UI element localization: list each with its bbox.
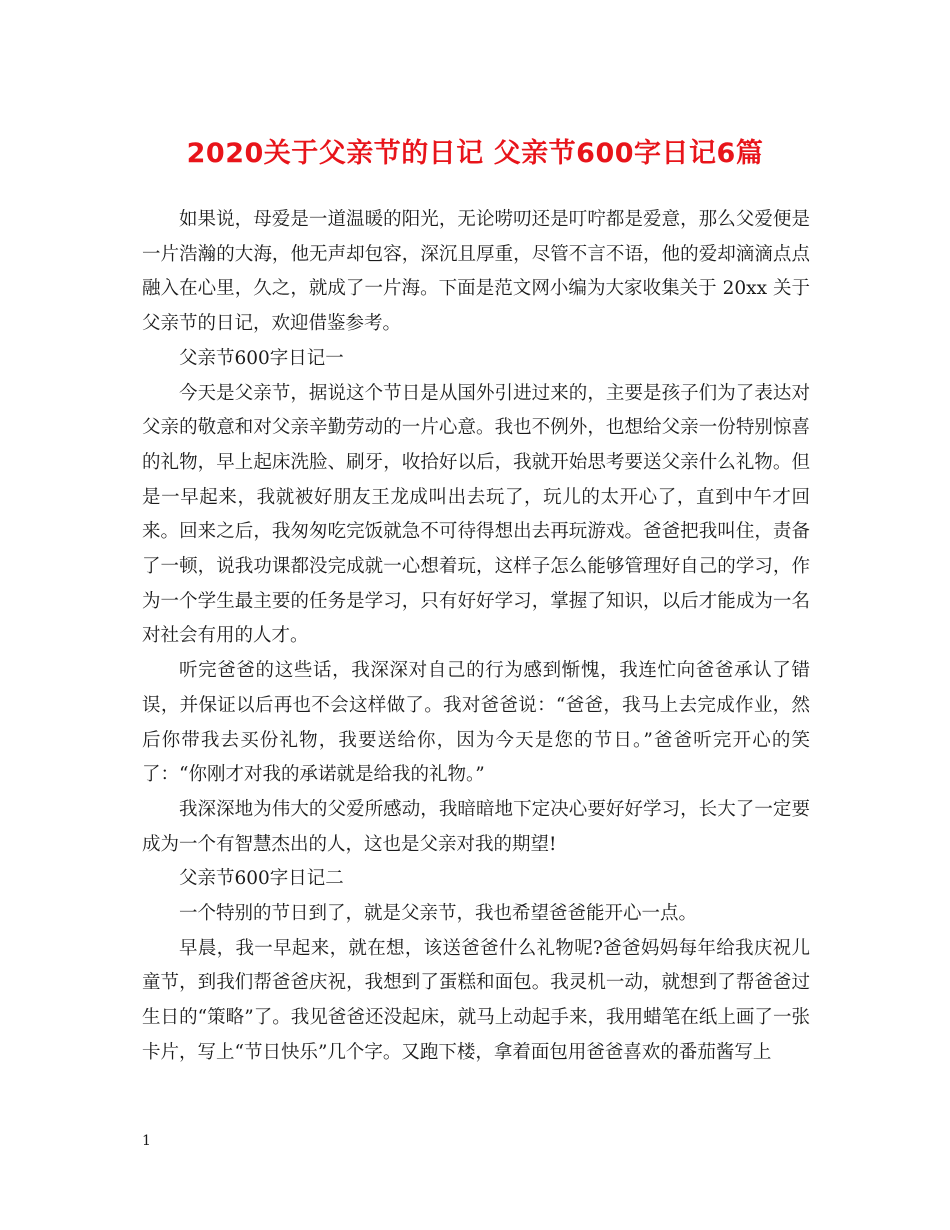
document-title: 2020关于父亲节的日记 父亲节600字日记6篇 [186,138,764,169]
section-heading-diary-one: 父亲节600字日记一 [179,347,344,369]
body-paragraph: 听完爸爸的这些话，我深深对自己的行为感到惭愧，我连忙向爸爸承认了错误，并保证以后再也不会这样做了。我对爸爸说：“爸爸，我马上去完成作业，然后你带我去买份礼物，我要送给你，因为今天是您的节日。”爸爸听完开心的笑了：“你刚才对我的承诺就是给我的礼物。” [142,660,810,786]
section-heading-diary-two: 父亲节600字日记二 [179,868,344,890]
body-paragraph: 我深深地为伟大的父爱所感动，我暗暗地下定决心要好好学习，长大了一定要成为一个有智慧杰出的人，这也是父亲对我的期望! [142,798,810,855]
document-body [142,203,810,1071]
intro-paragraph: 如果说，母爱是一道温暖的阳光，无论唠叨还是叮咛都是爱意，那么父爱便是一片浩瀚的大海，他无声却包容，深沉且厚重，尽管不言不语，他的爱却滴滴点点融入在心里，久之，就成了一片海。下面是范文网小编为大家收集关于 20xx 关于父亲节的日记，欢迎借鉴参考。 [142,209,810,335]
body-paragraph: 今天是父亲节，据说这个节日是从国外引进过来的，主要是孩子们为了表达对父亲的敬意和对父亲辛勤劳动的一片心意。我也不例外，也想给父亲一份特别惊喜的礼物，早上起床洗脸、刷牙，收拾好以后，我就开始思考要送父亲什么礼物。但是一早起来，我就被好朋友王龙成叫出去玩了，玩儿的太开心了，直到中午才回来。回来之后，我匆匆吃完饭就急不可待得想出去再玩游戏。爸爸把我叫住，责备了一顿，说我功课都没完成就一心想着玩，这样子怎么能够管理好自己的学习，作为一个学生最主要的任务是学习，只有好好学习，掌握了知识，以后才能成为一名对社会有用的人才。 [142,382,810,647]
body-paragraph: 一个特别的节日到了，就是父亲节，我也希望爸爸能开心一点。 [179,903,698,925]
page-number: 1 [142,1133,151,1149]
body-paragraph: 早晨，我一早起来，就在想，该送爸爸什么礼物呢?爸爸妈妈每年给我庆祝儿童节，到我们帮爸爸庆祝，我想到了蛋糕和面包。我灵机一动，就想到了帮爸爸过生日的“策略”了。我见爸爸还没起床，就马上动起手来，我用蜡笔在纸上画了一张卡片，写上“节日快乐”几个字。又跑下楼，拿着面包用爸爸喜欢的番茄酱写上 [142,937,810,1063]
